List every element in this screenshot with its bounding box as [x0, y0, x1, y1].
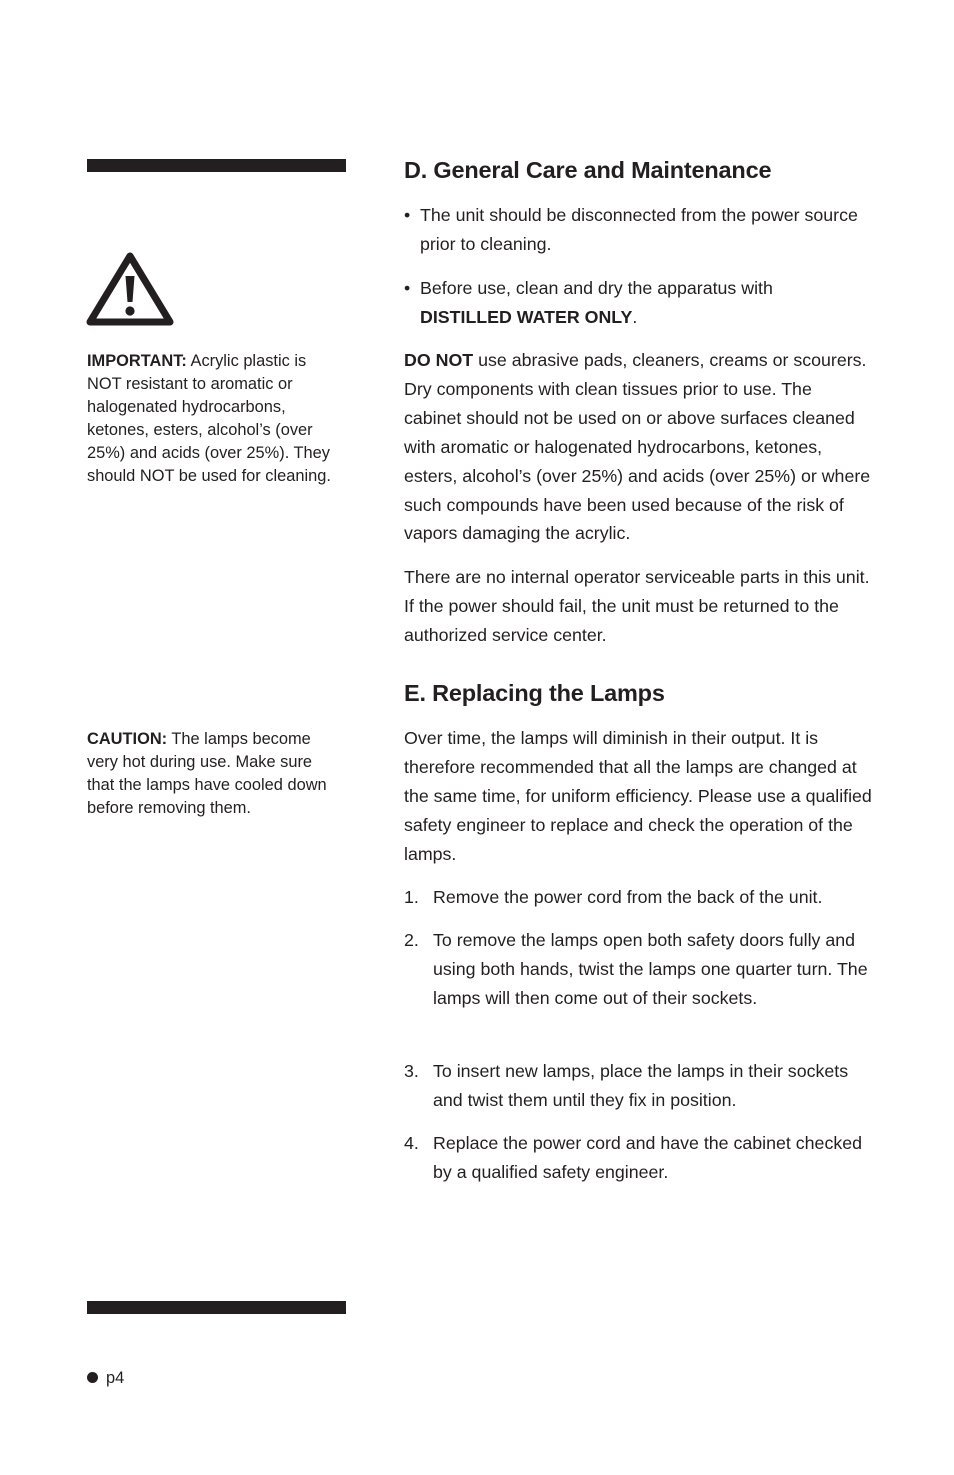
service-text: There are no internal operator serviceable parts in this unit. If the power should fail, the unit must be returned to the authorized service center. [404, 567, 870, 645]
step-item [404, 926, 874, 1013]
do-not-paragraph [404, 346, 874, 548]
caution-note [87, 728, 337, 820]
caution-label: CAUTION: [87, 730, 168, 748]
step-item [404, 1129, 874, 1187]
bullet-item [404, 274, 874, 332]
step-text: Remove the power cord from the back of the unit. [433, 887, 823, 907]
step-item [404, 883, 874, 912]
step-text: Replace the power cord and have the cabinet checked by a qualified safety engineer. [433, 1133, 863, 1182]
page-number: p4 [106, 1369, 125, 1387]
step-number: 2. [404, 930, 419, 950]
caution-text: The lamps become very hot during use. Make sure that the lamps have cooled down before removing them. [87, 730, 327, 817]
step-number: 4. [404, 1133, 419, 1153]
step-number: 1. [404, 887, 419, 907]
important-label: IMPORTANT: [87, 352, 187, 370]
top-rule [87, 159, 346, 172]
step-number: 3. [404, 1061, 419, 1081]
warning-triangle-icon [86, 250, 174, 327]
do-not-text: use abrasive pads, cleaners, creams or scourers. Dry components with clean tissues prior to use. The cabinet should not be used on or above surfaces cleaned with aromatic or halogenated hydrocarbons, ketones, esters, alcohol’s (over 25%) and acids (over 25%) or where such compounds have been used because of the risk of vapors damaging the acrylic. [404, 350, 871, 544]
bullet-text: The unit should be disconnected from the power source prior to cleaning. [420, 205, 858, 254]
bullet-text-end: . [632, 306, 638, 327]
bullet-dot-icon: • [404, 278, 411, 298]
bullet-text-start: Before use, clean and dry the apparatus with [420, 278, 773, 298]
bullet-item [404, 201, 874, 259]
bullet-dot-icon [87, 1372, 98, 1383]
step-item [404, 1057, 874, 1115]
step-text: To insert new lamps, place the lamps in their sockets and twist them until they fix in position. [433, 1061, 849, 1110]
step-text: To remove the lamps open both safety doors fully and using both hands, twist the lamps one quarter turn. The lamps will then come out of their sockets. [433, 930, 868, 1008]
service-paragraph [404, 563, 874, 650]
distilled-water-emphasis: DISTILLED WATER ONLY [420, 306, 633, 327]
important-text: Acrylic plastic is NOT resistant to aromatic or halogenated hydrocarbons, ketones, esters, alcohol’s (over 25%) and acids (over 25%). They should NOT be used for cleaning. [87, 352, 331, 485]
bottom-rule [87, 1301, 346, 1314]
lamps-intro-paragraph [404, 724, 874, 869]
page-footer [87, 1367, 124, 1389]
bullet-dot-icon: • [404, 205, 411, 225]
section-d-heading: D. General Care and Maintenance [404, 157, 772, 183]
bullet-text [420, 274, 874, 332]
section-e-heading: E. Replacing the Lamps [404, 680, 665, 706]
lamps-intro-text: Over time, the lamps will diminish in their output. It is therefore recommended that all the lamps are changed at the same time, for uniform efficiency. Please use a qualified safety engineer to replace and check the operation of the lamps. [404, 728, 872, 864]
important-note [87, 350, 337, 487]
do-not-label: DO NOT [404, 350, 474, 370]
